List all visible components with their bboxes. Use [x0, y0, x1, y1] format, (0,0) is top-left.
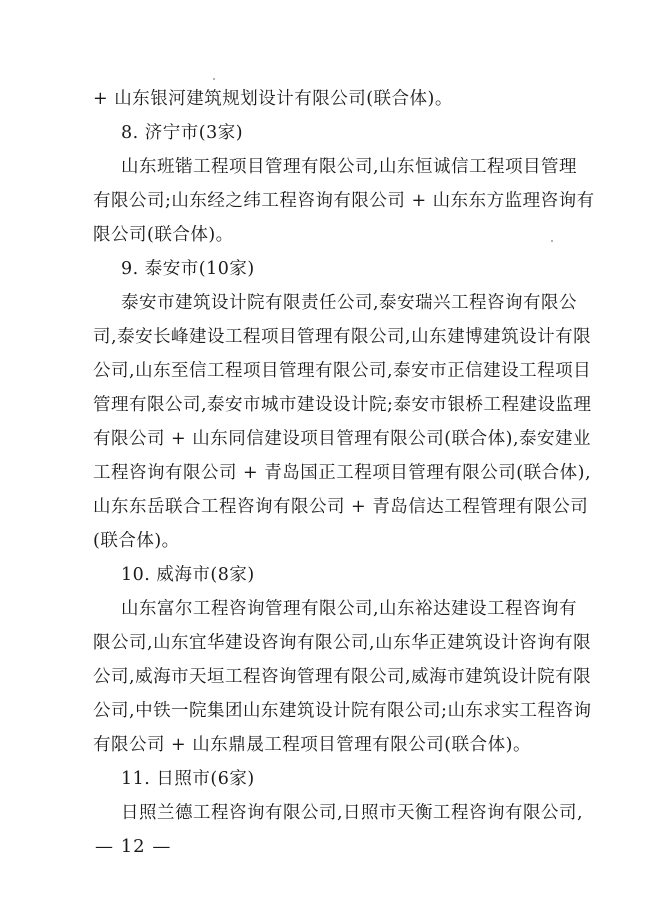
text-line: (联合体)。	[93, 531, 180, 551]
section-heading-rizhao: 11. 日照市(6家)	[121, 769, 255, 789]
text-line: 公司,山东至信工程项目管理有限公司,泰安市正信建设工程项目	[93, 361, 592, 381]
text-line: 限公司(联合体)。	[93, 225, 234, 245]
text-line: 限公司,山东宜华建设咨询有限公司,山东华正建筑设计咨询有限	[93, 633, 592, 653]
text-line: 有限公司 + 山东鼎晟工程项目管理有限公司(联合体)。	[93, 735, 531, 755]
text-line: 泰安市建筑设计院有限责任公司,泰安瑞兴工程咨询有限公	[121, 293, 578, 313]
text-line: 公司,威海市天垣工程咨询管理有限公司,威海市建筑设计院有限	[93, 667, 592, 687]
text-line: 山东富尔工程咨询管理有限公司,山东裕达建设工程咨询有	[121, 599, 578, 619]
text-line: 山东班锴工程项目管理有限公司,山东恒诚信工程项目管理	[121, 157, 578, 177]
text-line: 山东东岳联合工程咨询有限公司 + 青岛信达工程管理有限公司	[93, 497, 589, 517]
section-heading-weihai: 10. 威海市(8家)	[121, 565, 255, 585]
text-line: 司,泰安长峰建设工程项目管理有限公司,山东建博建筑设计有限	[93, 327, 592, 347]
text-line: 公司,中铁一院集团山东建筑设计院有限公司;山东求实工程咨询	[93, 701, 592, 721]
scan-speck	[551, 240, 553, 242]
text-line: 有限公司;山东经之纬工程咨询有限公司 + 山东东方监理咨询有	[93, 191, 595, 211]
scan-speck	[213, 78, 215, 80]
text-line: 日照兰德工程咨询有限公司,日照市天衡工程咨询有限公司,	[121, 803, 584, 823]
text-line: 管理有限公司,泰安市城市建设设计院;泰安市银桥工程建设监理	[93, 395, 592, 415]
text-line: + 山东银河建筑规划设计有限公司(联合体)。	[93, 89, 453, 109]
text-line: 工程咨询有限公司 + 青岛国正工程项目管理有限公司(联合体),	[93, 463, 592, 483]
section-heading-taian: 9. 泰安市(10家)	[121, 259, 255, 279]
page-number: — 12 —	[95, 836, 172, 857]
text-line: 有限公司 + 山东同信建设项目管理有限公司(联合体),泰安建业	[93, 429, 592, 449]
section-heading-jining: 8. 济宁市(3家)	[121, 123, 244, 143]
